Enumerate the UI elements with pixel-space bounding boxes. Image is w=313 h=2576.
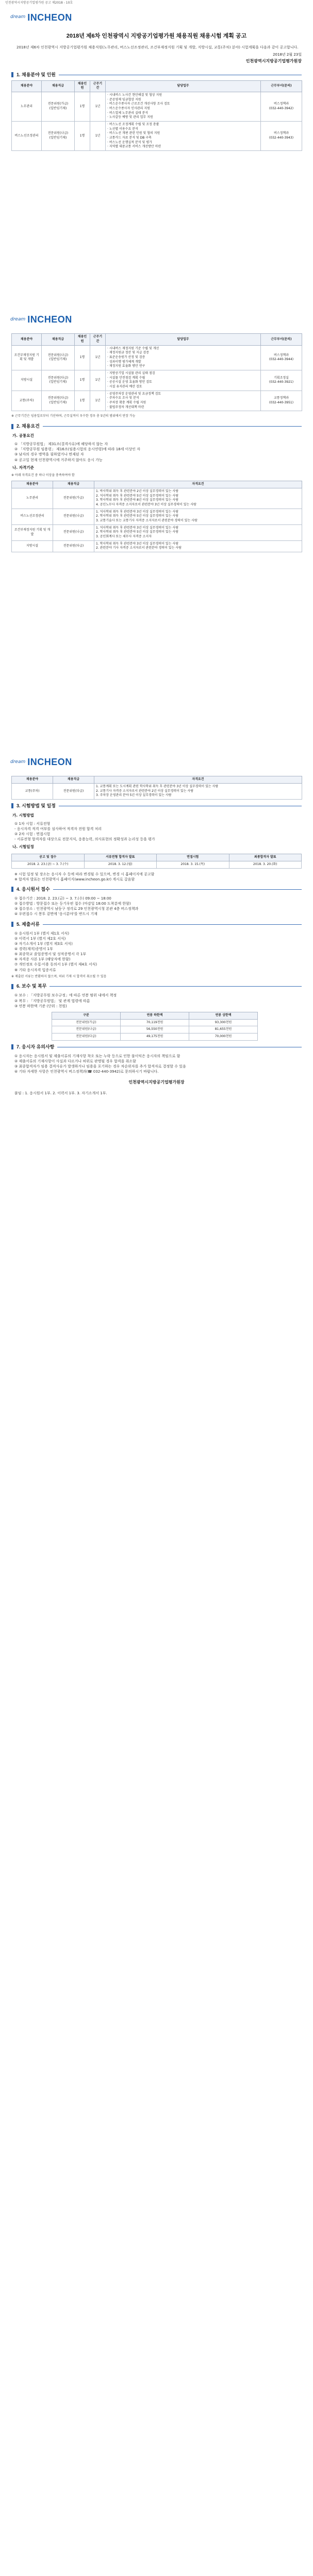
section-marker-icon [11, 922, 13, 927]
column-header: 채용직급 [42, 80, 75, 92]
table-row [12, 540, 302, 552]
table-cell: 1. 교통계획 또는 도시계획 관련 학사학위 취득 후 관련분야 3년 이상 실무경력이 있는 사람 2. 교통기사 자격증 소지자로서 관련분야 2년 이상 실무경력이 있는 사람 3. 주차장 운영관리 분야 5년 이상 실무경력이 있는 사람 [94, 783, 302, 799]
table-cell: 81,655천원 [189, 1026, 258, 1033]
table-row [12, 509, 302, 524]
issuing-org: 인천광역시지방공기업평가원장 [245, 58, 302, 63]
column-header: 구분 [52, 1012, 121, 1019]
table-cell: · 버스노선 조정계획 수립 및 조정 총괄 · 노선별 이용수요 분석 · 버스노선 개편 관련 민원 및 협의 지원 · 교통카드 자료 분석 및 DB 구축 · 버스노선 운행실적 분석 및 평가 · 지역별 대중교통 서비스 개선방안 마련 [106, 122, 261, 151]
table-cell: 전문위원(다급) (일반임기제) [42, 370, 75, 391]
column-header: 면접시험 [157, 854, 229, 861]
column-header: 근무기간 [90, 334, 106, 345]
column-header: 담당업무 [106, 80, 261, 92]
section-title: 6. 보수 및 복무 [17, 984, 47, 989]
qualification-table [11, 481, 302, 552]
page-title: 2018년 제6차 인천광역시 지방공기업평가원 채용직원 채용시험 계획 공고 [66, 32, 247, 39]
column-header: 채용분야 [12, 481, 53, 488]
recruit-table [11, 80, 302, 151]
schedule-table [11, 854, 302, 868]
table-cell: 1명 [75, 92, 90, 121]
exam-method: ① 1차 시험 : 서류전형 - 응시자격 적격 여부를 심사하여 적격자 전원 합격 처리 ② 2차 시험 : 면접시험 - 서류전형 합격자를 대상으로 전문지식, 응용능력, 의사표현의 정확성과 논리성 등을 평가 [14, 821, 155, 842]
section-header-3 [11, 803, 302, 809]
section-rule [43, 426, 302, 427]
section-rule [43, 924, 302, 925]
table-row [12, 783, 302, 799]
table-cell: 교통(주차) [12, 783, 53, 799]
logo-prefix: dream [10, 14, 26, 20]
column-header: 서류전형 합격자 발표 [84, 854, 157, 861]
column-header: 최종합격자 발표 [229, 854, 302, 861]
table-row [12, 524, 302, 540]
table-cell: 노무관리 [12, 92, 42, 121]
incheon-logo-2 [0, 308, 313, 331]
table-cell: 1. 박사학위 취득 후 관련분야 2년 이상 실무경력이 있는 사람 2. 석사학위 취득 후 관련분야 5년 이상 실무경력이 있는 사람 3. 학사학위 취득 후 관련분야 8년 이상 실무경력이 있는 사람 4. 공인노무사 자격증 소지자로서 관련분야 3년 이상 실무경력이 있는 사람 [94, 488, 302, 509]
column-header: 자격요건 [94, 776, 302, 784]
table-cell: 전문위원(다급) [52, 1033, 121, 1040]
section-title: 4. 응시원서 접수 [17, 886, 50, 892]
common-requirements: ① 「지방공무원법」 제31조(결격사유)에 해당하지 않는 자 ② 「지방공무원 임용령」 제16조(임용시험의 응시연령)에 따라 18세 이상인 자 ③ 남자의 경우 병역을 필하였거나 면제된 자 ④ 공고일 현재 인천광역시에 거주하지 않아도 응시 가능 [14, 442, 140, 462]
column-header: 채용분야 [12, 334, 42, 345]
table-cell: 2018. 3. 15.(목) [157, 861, 229, 868]
table-cell: 1. 학사학위 취득 후 관련분야 3년 이상 실무경력이 있는 사람 2. 관련분야 기사 자격증 소지자로서 관련분야 경력이 있는 사람 [94, 540, 302, 552]
table-cell: 1명 [75, 391, 90, 411]
table-cell: 기획조정실 (032-440-3921) [261, 370, 302, 391]
table-cell: · 공영주차장 운영관리 및 요금정책 검토 · 주차수요 조사 및 분석 · 주차장 확충 계획 수립 지원 · 불법주정차 개선대책 마련 [106, 391, 261, 411]
column-header: 근무부서(문의) [261, 80, 302, 92]
table-row [12, 391, 302, 411]
section-header-5 [11, 921, 302, 928]
section-marker-icon [11, 984, 13, 989]
column-header: 채용직급 [53, 481, 94, 488]
table-row [52, 1026, 258, 1033]
column-header: 채용인원 [75, 334, 90, 345]
table-cell: 버스노선조정관리 [12, 122, 42, 151]
table-row [52, 1033, 258, 1040]
table-header-row [12, 776, 302, 784]
section-title: 7. 응시자 유의사항 [17, 1044, 55, 1049]
intro-text: 2018년 제6차 인천광역시 지방공기업평가원 채용직원(노무관리, 버스노선조정관리, 조건부재정지원 기획 및 개발, 지방시설, 교통(주차) 분야) 시험계획을 다음과 같이 공고합니다. [17, 45, 299, 49]
subheading-common: 가. 공통요건 [12, 433, 34, 438]
table-row [12, 861, 302, 868]
schedule-notes: ※ 시험 일정 및 장소는 응시자 수 등에 따라 변경될 수 있으며, 변경 시 홈페이지에 공고함 ※ 합격자 발표는 인천광역시 홈페이지(www.incheon.go.kr) 게시로 갈음함 [14, 872, 155, 882]
column-header: 공고 및 접수 [12, 854, 85, 861]
column-header: 채용직급 [42, 334, 75, 345]
table-header-row [12, 334, 302, 345]
table-cell: 교통정책과 (032-440-3951) [261, 391, 302, 411]
column-header: 담당업무 [106, 334, 261, 345]
table-cell: · 지방공기업 시설물 관리 실태 점검 · 시설물 안전점검 계획 수립 · 공공시설 운영 효율화 방안 검토 · 시설 유지관리 예산 검토 [106, 370, 261, 391]
column-header: 채용분야 [12, 776, 53, 784]
logo-text: INCHEON [27, 757, 72, 768]
table-cell: 조건부재정지원 기획 및 개발 [12, 345, 42, 370]
qualification-table-continued [11, 776, 302, 800]
section-marker-icon [11, 72, 13, 77]
table-cell: 지방시설 [12, 540, 53, 552]
column-header: 근무기간 [90, 80, 106, 92]
recruitment-notice-page [0, 0, 313, 1107]
table-cell: 1년 [90, 391, 106, 411]
documents-note: ※ 제출된 서류는 반환하지 않으며, 허위 기재 시 합격이 취소될 수 있음 [11, 974, 107, 978]
table-cell: 1. 석사학위 취득 후 관련분야 3년 이상 실무경력이 있는 사람 2. 학사학위 취득 후 관련분야 5년 이상 실무경력이 있는 사람 3. 교통기술사 또는 교통기사 자격증 소지자로서 관련분야 경력이 있는 사람 [94, 509, 302, 524]
table-cell: 전문위원(다급) [53, 783, 94, 799]
table-cell: 93,300천원 [189, 1019, 258, 1026]
table-row [12, 488, 302, 509]
table-cell: 전문위원(가급) (일반임기제) [42, 92, 75, 121]
table-cell: 2018. 2. 23.(금) ~ 3. 7.(수) [12, 861, 85, 868]
table-cell: 1명 [75, 345, 90, 370]
table-cell: 전문위원(나급) [52, 1026, 121, 1033]
table-row [12, 122, 302, 151]
section-rule [50, 986, 302, 987]
section-title: 1. 채용분야 및 인원 [17, 72, 56, 77]
qualification-note: ※ 아래 자격요건 중 하나 이상을 충족하여야 함 [11, 473, 75, 477]
section-title: 3. 시험방법 및 일정 [17, 803, 56, 808]
notice-number: 인천광역시지방공기업평가원 공고 제2018 - 10호 [5, 1, 73, 5]
table-cell: 1년 [90, 122, 106, 151]
table-row [12, 92, 302, 121]
table-note: ※ 근무기간은 임용일로부터 기산하며, 근무실적이 우수한 경우 총 5년의 범위에서 연장 가능 [11, 414, 136, 418]
notice-date: 2018년 2월 23일 [273, 52, 302, 57]
column-header: 연봉 상한액 [189, 1012, 258, 1019]
table-cell: 전문위원(나급) (일반임기제) [42, 345, 75, 370]
table-cell: 1년 [90, 345, 106, 370]
logo-text: INCHEON [27, 12, 72, 23]
table-row [12, 370, 302, 391]
salary-table [52, 1012, 258, 1041]
table-cell: 49,175천원 [121, 1033, 189, 1040]
section-marker-icon [11, 887, 13, 892]
table-header-row [12, 80, 302, 92]
section-title: 2. 채용요건 [17, 423, 40, 429]
section-marker-icon [11, 424, 13, 429]
pay-info: ① 보수 : 「지방공무원 보수규정」에 따른 연봉 범위 내에서 책정 ② 복무 : 「지방공무원법」 및 관계 법령에 따름 ③ 연봉 하한액 기준 (단위 : 천원) [14, 993, 117, 1008]
applicant-notes: ① 응시자는 응시원서 및 제출서류의 기재사항 착오 또는 누락 등으로 인한 불이익은 응시자의 책임으로 함 ② 제출서류의 기재사항이 사실과 다르거나 허위로 판명될 경우 합격을 취소함 ③ 최종합격자가 임용 결격사유가 발생하거나 임용을 포기하는 경우 차순위자를 추가 합격자로 결정할 수 있음 ④ 기타 자세한 사항은 인천광역시 버스정책과(☎ 032-440-3942)로 문의하시기 바랍니다. [14, 1054, 186, 1074]
logo-prefix: dream [10, 316, 26, 322]
section-title: 5. 제출서류 [17, 921, 40, 927]
table-cell: 버스노선조정관리 [12, 509, 53, 524]
table-cell: 70,000천원 [189, 1033, 258, 1040]
table-cell: 1. 석사학위 취득 후 관련분야 3년 이상 실무경력이 있는 사람 2. 학사학위 취득 후 관련분야 5년 이상 실무경력이 있는 사람 3. 공인회계사 또는 세무사 자격증 소지자 [94, 524, 302, 540]
table-cell: 2018. 3. 20.(화) [229, 861, 302, 868]
required-documents: ① 응시원서 1부 (별지 제1호 서식) ② 이력서 1부 (별지 제2호 서식) ③ 자기소개서 1부 (별지 제3호 서식) ④ 경력(재직)증명서 1부 ⑤ 최종학교 졸업증명서 및 성적증명서 각 1부 ⑥ 자격증 사본 1부 (해당자에 한함) ⑦ 개인정보 수집·이용 동의서 1부 (별지 제4호 서식) ⑧ 기타 응시자격 입증서류 [14, 931, 97, 972]
table-row [52, 1019, 258, 1026]
logo-prefix: dream [10, 759, 26, 765]
table-cell: 70,119천원 [121, 1019, 189, 1026]
table-cell: 교통(주차) [12, 391, 42, 411]
logo-text: INCHEON [27, 314, 72, 325]
incheon-logo [0, 6, 313, 29]
recruit-table-continued [11, 333, 302, 411]
attachments: 붙임 : 1. 응시원서 1부. 2. 이력서 1부. 3. 자기소개서 1부. [14, 1091, 107, 1095]
table-cell: 1년 [90, 92, 106, 121]
closing-org: 인천광역시지방공기업평가원장 [128, 1080, 185, 1085]
table-cell: · 시내버스 노사간 현안해결 및 협상 지원 · 준공영제 임금협상 지원 · 버스운수종사자 근로조건 개선사항 조사 검토 · 버스운수종사자 인사관리 지원 · 버스업체 노무관리 실태 분석 · 노사갈등 예방 및 관리 업무 지원 [106, 92, 261, 121]
column-header: 연봉 하한액 [121, 1012, 189, 1019]
section-marker-icon [11, 803, 13, 808]
application-info: ① 접수기간 : 2018. 2. 23.(금) ~ 3. 7.(수) 09:00 ~ 18:00 ② 접수방법 : 방문접수 또는 등기우편 접수 (마감일 18:00 도착분에 한함) ③ 접수장소 : 인천광역시 남동구 정각로 29 인천광역시청 본관 4층 버스정책과 ④ 우편접수 시 봉투 겉면에 '응시분야'를 반드시 기재 [14, 896, 139, 917]
table-cell: 56,550천원 [121, 1026, 189, 1033]
section-header-6 [11, 983, 302, 990]
table-cell: 전문위원(다급) [53, 540, 94, 552]
column-header: 채용분야 [12, 80, 42, 92]
table-cell: 전문위원(다급) (일반임기제) [42, 391, 75, 411]
section-header-1 [11, 72, 302, 78]
column-header: 근무부서(문의) [261, 334, 302, 345]
table-row [12, 345, 302, 370]
subheading-method: 가. 시험방법 [12, 812, 34, 818]
table-cell: 버스정책과 (032-440-3943) [261, 122, 302, 151]
table-cell: 전문위원(나급) (일반임기제) [42, 122, 75, 151]
table-cell: 지방시설 [12, 370, 42, 391]
table-cell: 조건부재정지원 기획 및 개발 [12, 524, 53, 540]
section-header-4 [11, 886, 302, 893]
table-cell: 전문위원(나급) [53, 524, 94, 540]
table-cell: 1년 [90, 370, 106, 391]
table-cell: 버스정책과 (032-440-3944) [261, 345, 302, 370]
subheading-schedule: 나. 시험일정 [12, 844, 34, 850]
section-rule [53, 889, 302, 890]
table-cell: 1명 [75, 370, 90, 391]
column-header: 채용직급 [53, 776, 94, 784]
table-cell: 전문위원(나급) [53, 509, 94, 524]
table-cell: 전문위원(가급) [52, 1019, 121, 1026]
subheading-qualification: 나. 자격기준 [12, 465, 34, 470]
table-cell: 1명 [75, 122, 90, 151]
table-cell: 전문위원(가급) [53, 488, 94, 509]
table-cell: 노무관리 [12, 488, 53, 509]
table-cell: 2018. 3. 12.(월) [84, 861, 157, 868]
table-header-row [12, 481, 302, 488]
table-header-row [52, 1012, 258, 1019]
table-header-row [12, 854, 302, 861]
incheon-logo-3 [0, 750, 313, 774]
column-header: 채용인원 [75, 80, 90, 92]
table-cell: 버스정책과 (032-440-3942) [261, 92, 302, 121]
section-marker-icon [11, 1044, 13, 1049]
section-header-2 [11, 423, 302, 430]
table-cell: · 시내버스 재정지원 기준 수립 및 개선 · 재정지원금 정산 및 지급 검증 · 표준운송원가 산정 및 검증 · 성과이행 평가체계 개발 · 재정지원 효율화 방안 연구 [106, 345, 261, 370]
section-header-7 [11, 1044, 302, 1050]
column-header: 자격요건 [94, 481, 302, 488]
